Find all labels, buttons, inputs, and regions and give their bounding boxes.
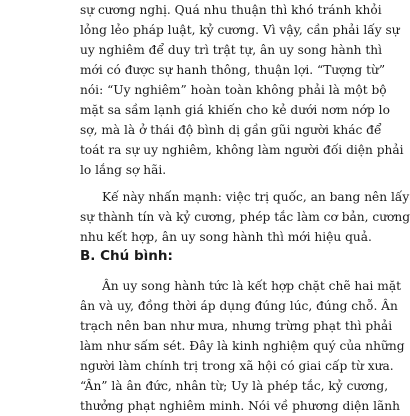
text-line: Ân uy song hành tức là kết hợp chặt chẽ hai mặt xyxy=(102,279,402,293)
text-line: ân và uy, đồng thời áp dụng đúng lúc, đúng chỗ. Ân xyxy=(80,299,398,313)
text-line: lo lắng sợ hãi. xyxy=(80,163,167,177)
text-line: sự cương nghị. Quá nhu thuận thì khó tránh khỏi xyxy=(80,3,382,17)
text-line: làm như sấm sét. Đây là kinh nghiệm quý của những xyxy=(80,339,405,353)
section-heading: B. Chú bình: xyxy=(80,248,173,264)
text-line: sợ, mà là ở thái độ bình dị gần gũi người khác để xyxy=(80,123,382,137)
text-line: nói: “Uy nghiêm” hoàn toàn không phải là một bộ xyxy=(80,83,387,97)
text-line: nhu kết hợp, ân uy song hành thì mới hiệu quả. xyxy=(80,230,372,244)
paragraph-summary xyxy=(80,187,410,247)
paragraph-uy-nghiem xyxy=(80,0,404,180)
text-line: người làm chính trị trong xã hội có giai cấp từ xưa. xyxy=(80,359,394,373)
text-line: lỏng lẻo pháp luật, kỷ cương. Vì vậy, cần phải lấy sự xyxy=(80,23,400,37)
text-line: thưởng phạt nghiêm minh. Nói về phương diện lãnh xyxy=(80,399,400,413)
paragraph-commentary xyxy=(80,276,405,416)
text-line: uy nghiêm để duy trì trật tự, ân uy song hành thì xyxy=(80,43,383,57)
text-line: Kế này nhấn mạnh: việc trị quốc, an bang nên lấy xyxy=(102,190,410,204)
text-line: sự thành tín và kỷ cương, phép tắc làm cơ bản, cương xyxy=(80,210,410,224)
text-line: “Ân” là ân đức, nhân từ; Uy là phép tắc, kỷ cương, xyxy=(80,379,389,393)
text-line: toát ra sự uy nghiêm, không làm người đối diện phải xyxy=(80,143,404,157)
text-line: mới có được sự hanh thông, thuận lợi. “Tượng từ” xyxy=(80,63,386,77)
text-line: trạch nên ban như mưa, nhưng trừng phạt thì phải xyxy=(80,319,393,333)
text-line: mặt sa sầm lạnh giá khiến cho kẻ dưới nơm nớp lo xyxy=(80,103,390,117)
